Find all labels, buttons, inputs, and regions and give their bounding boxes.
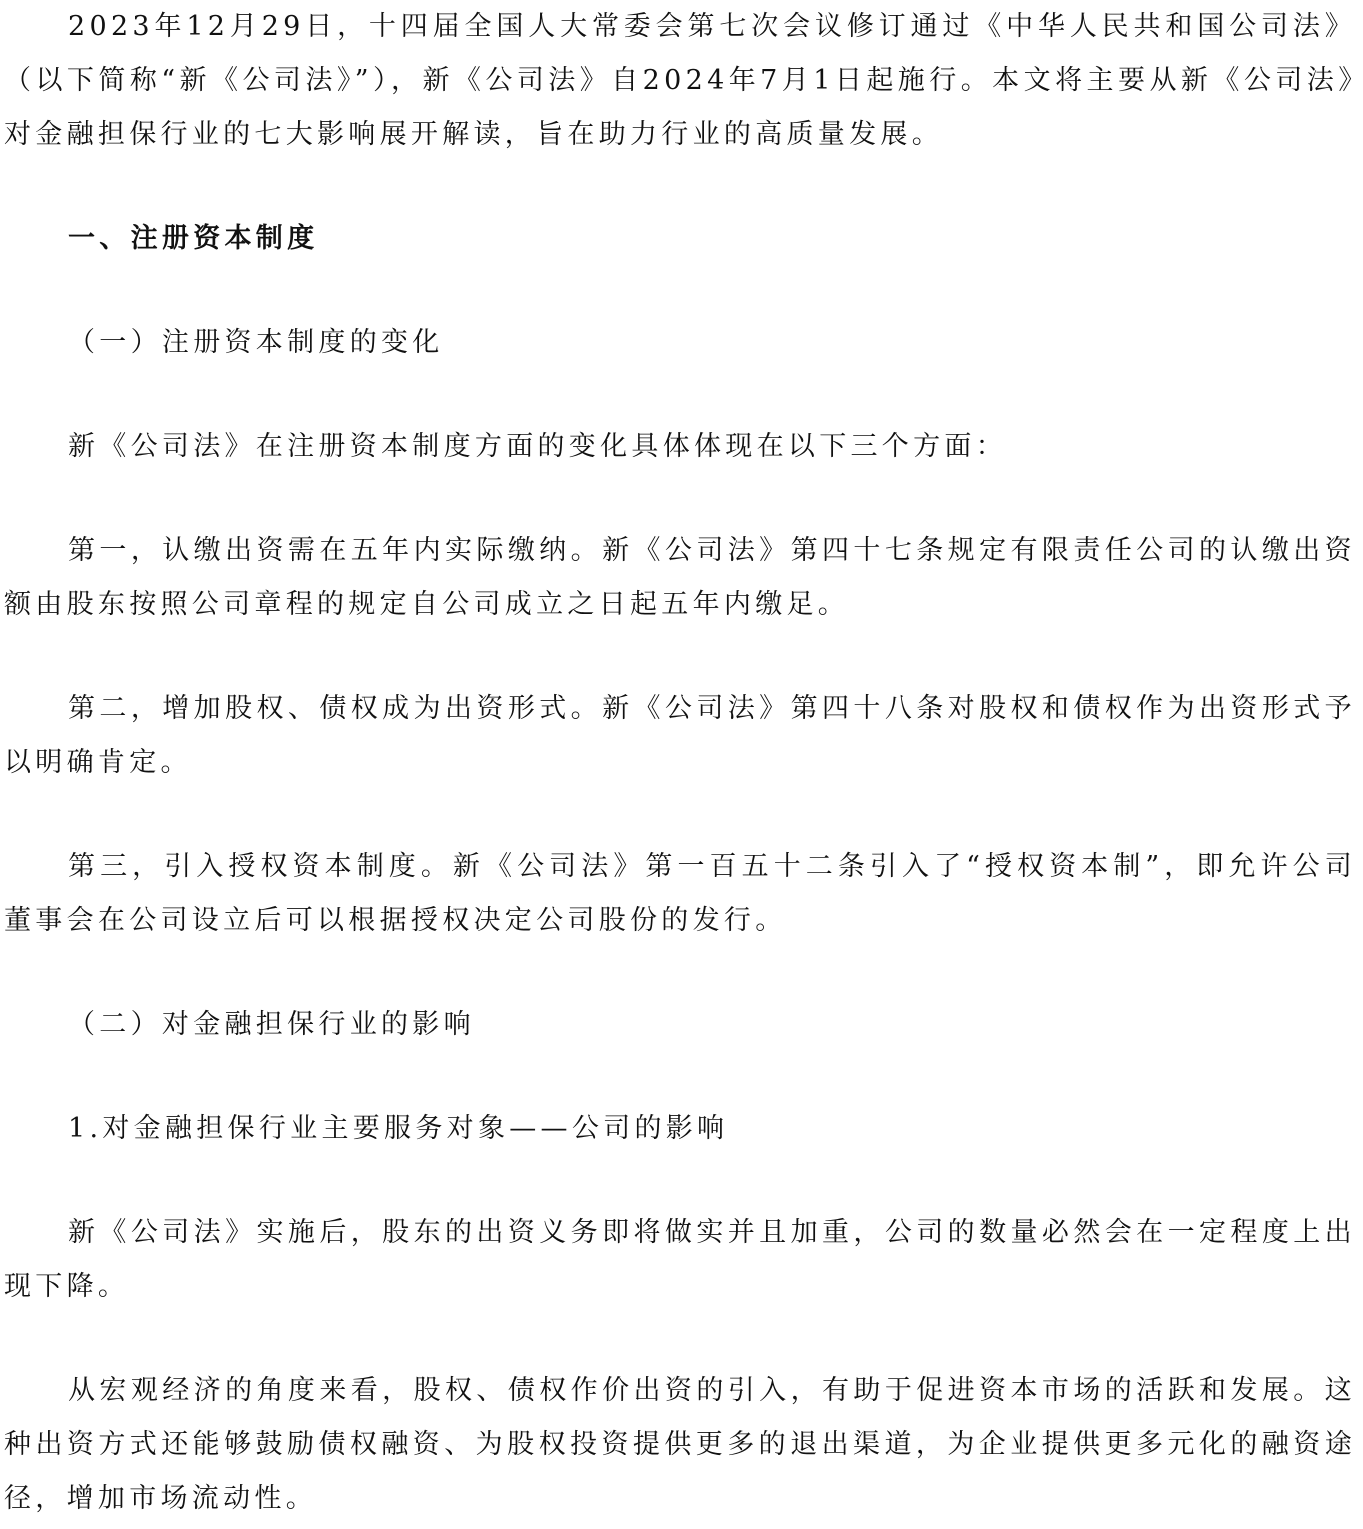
change-third-paragraph: 第三，引入授权资本制度。新《公司法》第一百五十二条引入了“授权资本制”，即允许公司董事会在公司设立后可以根据授权决定公司股份的发行。 (4, 851, 1356, 936)
change-second-paragraph: 第二，增加股权、债权成为出资形式。新《公司法》第四十八条对股权和债权作为出资形式予以明确肯定。 (4, 693, 1356, 778)
numbered-heading-company-impact: 1.对金融担保行业主要服务对象——公司的影响 (68, 1113, 729, 1144)
company-impact-paragraph: 新《公司法》实施后，股东的出资义务即将做实并且加重，公司的数量必然会在一定程度上出现下降。 (4, 1217, 1356, 1302)
macro-economy-paragraph: 从宏观经济的角度来看，股权、债权作价出资的引入，有助于促进资本市场的活跃和发展。这种出资方式还能够鼓励债权融资、为股权投资提供更多的退出渠道，为企业提供更多元化的融资途径，增加市场流动性。 (4, 1375, 1356, 1514)
intro-paragraph: 2023年12月29日，十四届全国人大常委会第七次会议修订通过《中华人民共和国公司法》（以下简称“新《公司法》”），新《公司法》自2024年7月1日起施行。本文将主要从新《公司法》对金融担保行业的七大影响展开解读，旨在助力行业的高质量发展。 (4, 11, 1356, 150)
subsection-heading-changes: （一）注册资本制度的变化 (68, 327, 444, 358)
changes-intro-paragraph: 新《公司法》在注册资本制度方面的变化具体体现在以下三个方面： (68, 431, 1007, 462)
subsection-heading-impact: （二）对金融担保行业的影响 (68, 1009, 475, 1040)
section-heading-registered-capital: 一、注册资本制度 (68, 223, 319, 254)
change-first-paragraph: 第一，认缴出资需在五年内实际缴纳。新《公司法》第四十七条规定有限责任公司的认缴出资额由股东按照公司章程的规定自公司成立之日起五年内缴足。 (4, 535, 1356, 620)
